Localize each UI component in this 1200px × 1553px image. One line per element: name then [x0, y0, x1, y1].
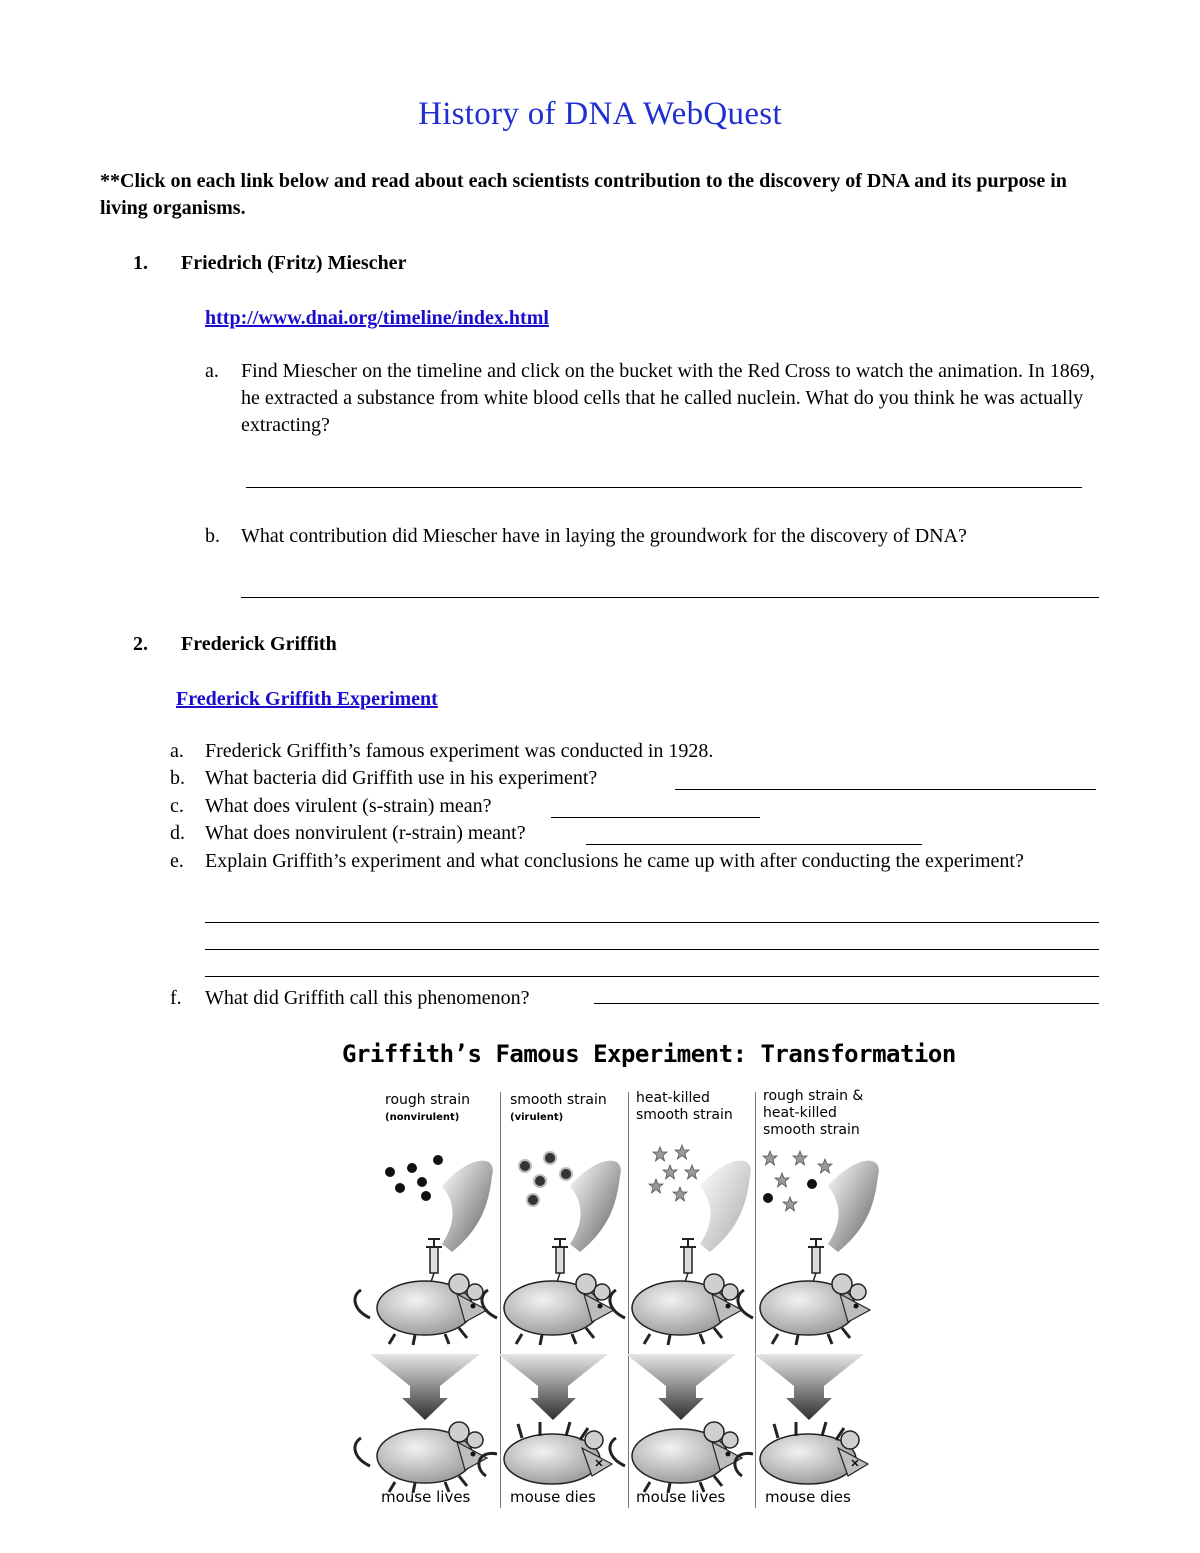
bacteria-smooth [519, 1152, 572, 1206]
griffith-experiment-link[interactable]: Frederick Griffith Experiment [176, 688, 438, 710]
bacteria-rough [385, 1155, 443, 1201]
outcome-rough: mouse lives [381, 1488, 471, 1506]
experiment-illustration [330, 1036, 980, 1516]
question-1b-letter: b. [205, 525, 220, 547]
question-2b-letter: b. [170, 767, 185, 789]
question-2f-letter: f. [170, 987, 182, 1009]
question-2d-letter: d. [170, 822, 185, 844]
question-2a-letter: a. [170, 740, 184, 762]
answer-line-2b[interactable] [675, 789, 1096, 790]
column-label-rough: rough strain (nonvirulent) [385, 1092, 470, 1123]
question-2c-text: What does virulent (s-strain) mean? [205, 795, 492, 817]
outcome-smooth: mouse dies [510, 1488, 596, 1506]
answer-line-2d[interactable] [586, 844, 922, 845]
question-2f-text: What did Griffith call this phenomenon? [205, 987, 530, 1009]
page-title: History of DNA WebQuest [418, 96, 782, 132]
griffith-experiment-figure [330, 1036, 980, 1516]
section1-heading: Friedrich (Fritz) Miescher [181, 252, 407, 274]
answer-line-2e-2[interactable] [205, 949, 1099, 950]
section1-number: 1. [133, 252, 148, 274]
bacteria-heat-killed [649, 1145, 699, 1201]
answer-line-2f[interactable] [594, 1003, 1099, 1004]
answer-line-1a[interactable] [246, 487, 1082, 488]
question-2a-text: Frederick Griffith’s famous experiment was conducted in 1928. [205, 740, 714, 762]
question-2b-text: What bacteria did Griffith use in his experiment? [205, 767, 598, 789]
dnai-timeline-link[interactable]: http://www.dnai.org/timeline/index.html [205, 307, 549, 329]
answer-line-2e-1[interactable] [205, 922, 1099, 923]
question-2e-text: Explain Griffith’s experiment and what conclusions he came up with after conducting the experiment? [205, 850, 1024, 872]
answer-line-1b[interactable] [241, 597, 1099, 598]
intro-instructions: **Click on each link below and read about each scientists contribution to the discovery of DNA and its purpose in living organisms. [100, 170, 1067, 219]
question-1b-text: What contribution did Miescher have in laying the groundwork for the discovery of DNA? [241, 525, 967, 547]
section2-number: 2. [133, 633, 148, 655]
answer-line-2c[interactable] [551, 817, 760, 818]
question-1a-letter: a. [205, 360, 219, 382]
column-label-mixed: rough strain & heat-killed smooth strain [763, 1088, 864, 1138]
answer-line-2e-3[interactable] [205, 976, 1099, 977]
outcome-mixed: mouse dies [765, 1488, 851, 1506]
bacteria-mixed [763, 1151, 832, 1211]
figure-title: Griffith’s Famous Experiment: Transformation [342, 1040, 956, 1068]
question-2d-text: What does nonvirulent (r-strain) meant? [205, 822, 526, 844]
question-2e-letter: e. [170, 850, 184, 872]
question-1a-text: Find Miescher on the timeline and click on the bucket with the Red Cross to watch the animation. In 1869, he extracted a substance from white blood cells that he called nuclein. What do you think he was actually extracting? [241, 360, 1095, 436]
column-label-smooth: smooth strain (virulent) [510, 1092, 607, 1123]
question-2c-letter: c. [170, 795, 184, 817]
column-label-heat-killed: heat-killed smooth strain [636, 1090, 733, 1123]
section2-heading: Frederick Griffith [181, 633, 337, 655]
outcome-heat-killed: mouse lives [636, 1488, 726, 1506]
